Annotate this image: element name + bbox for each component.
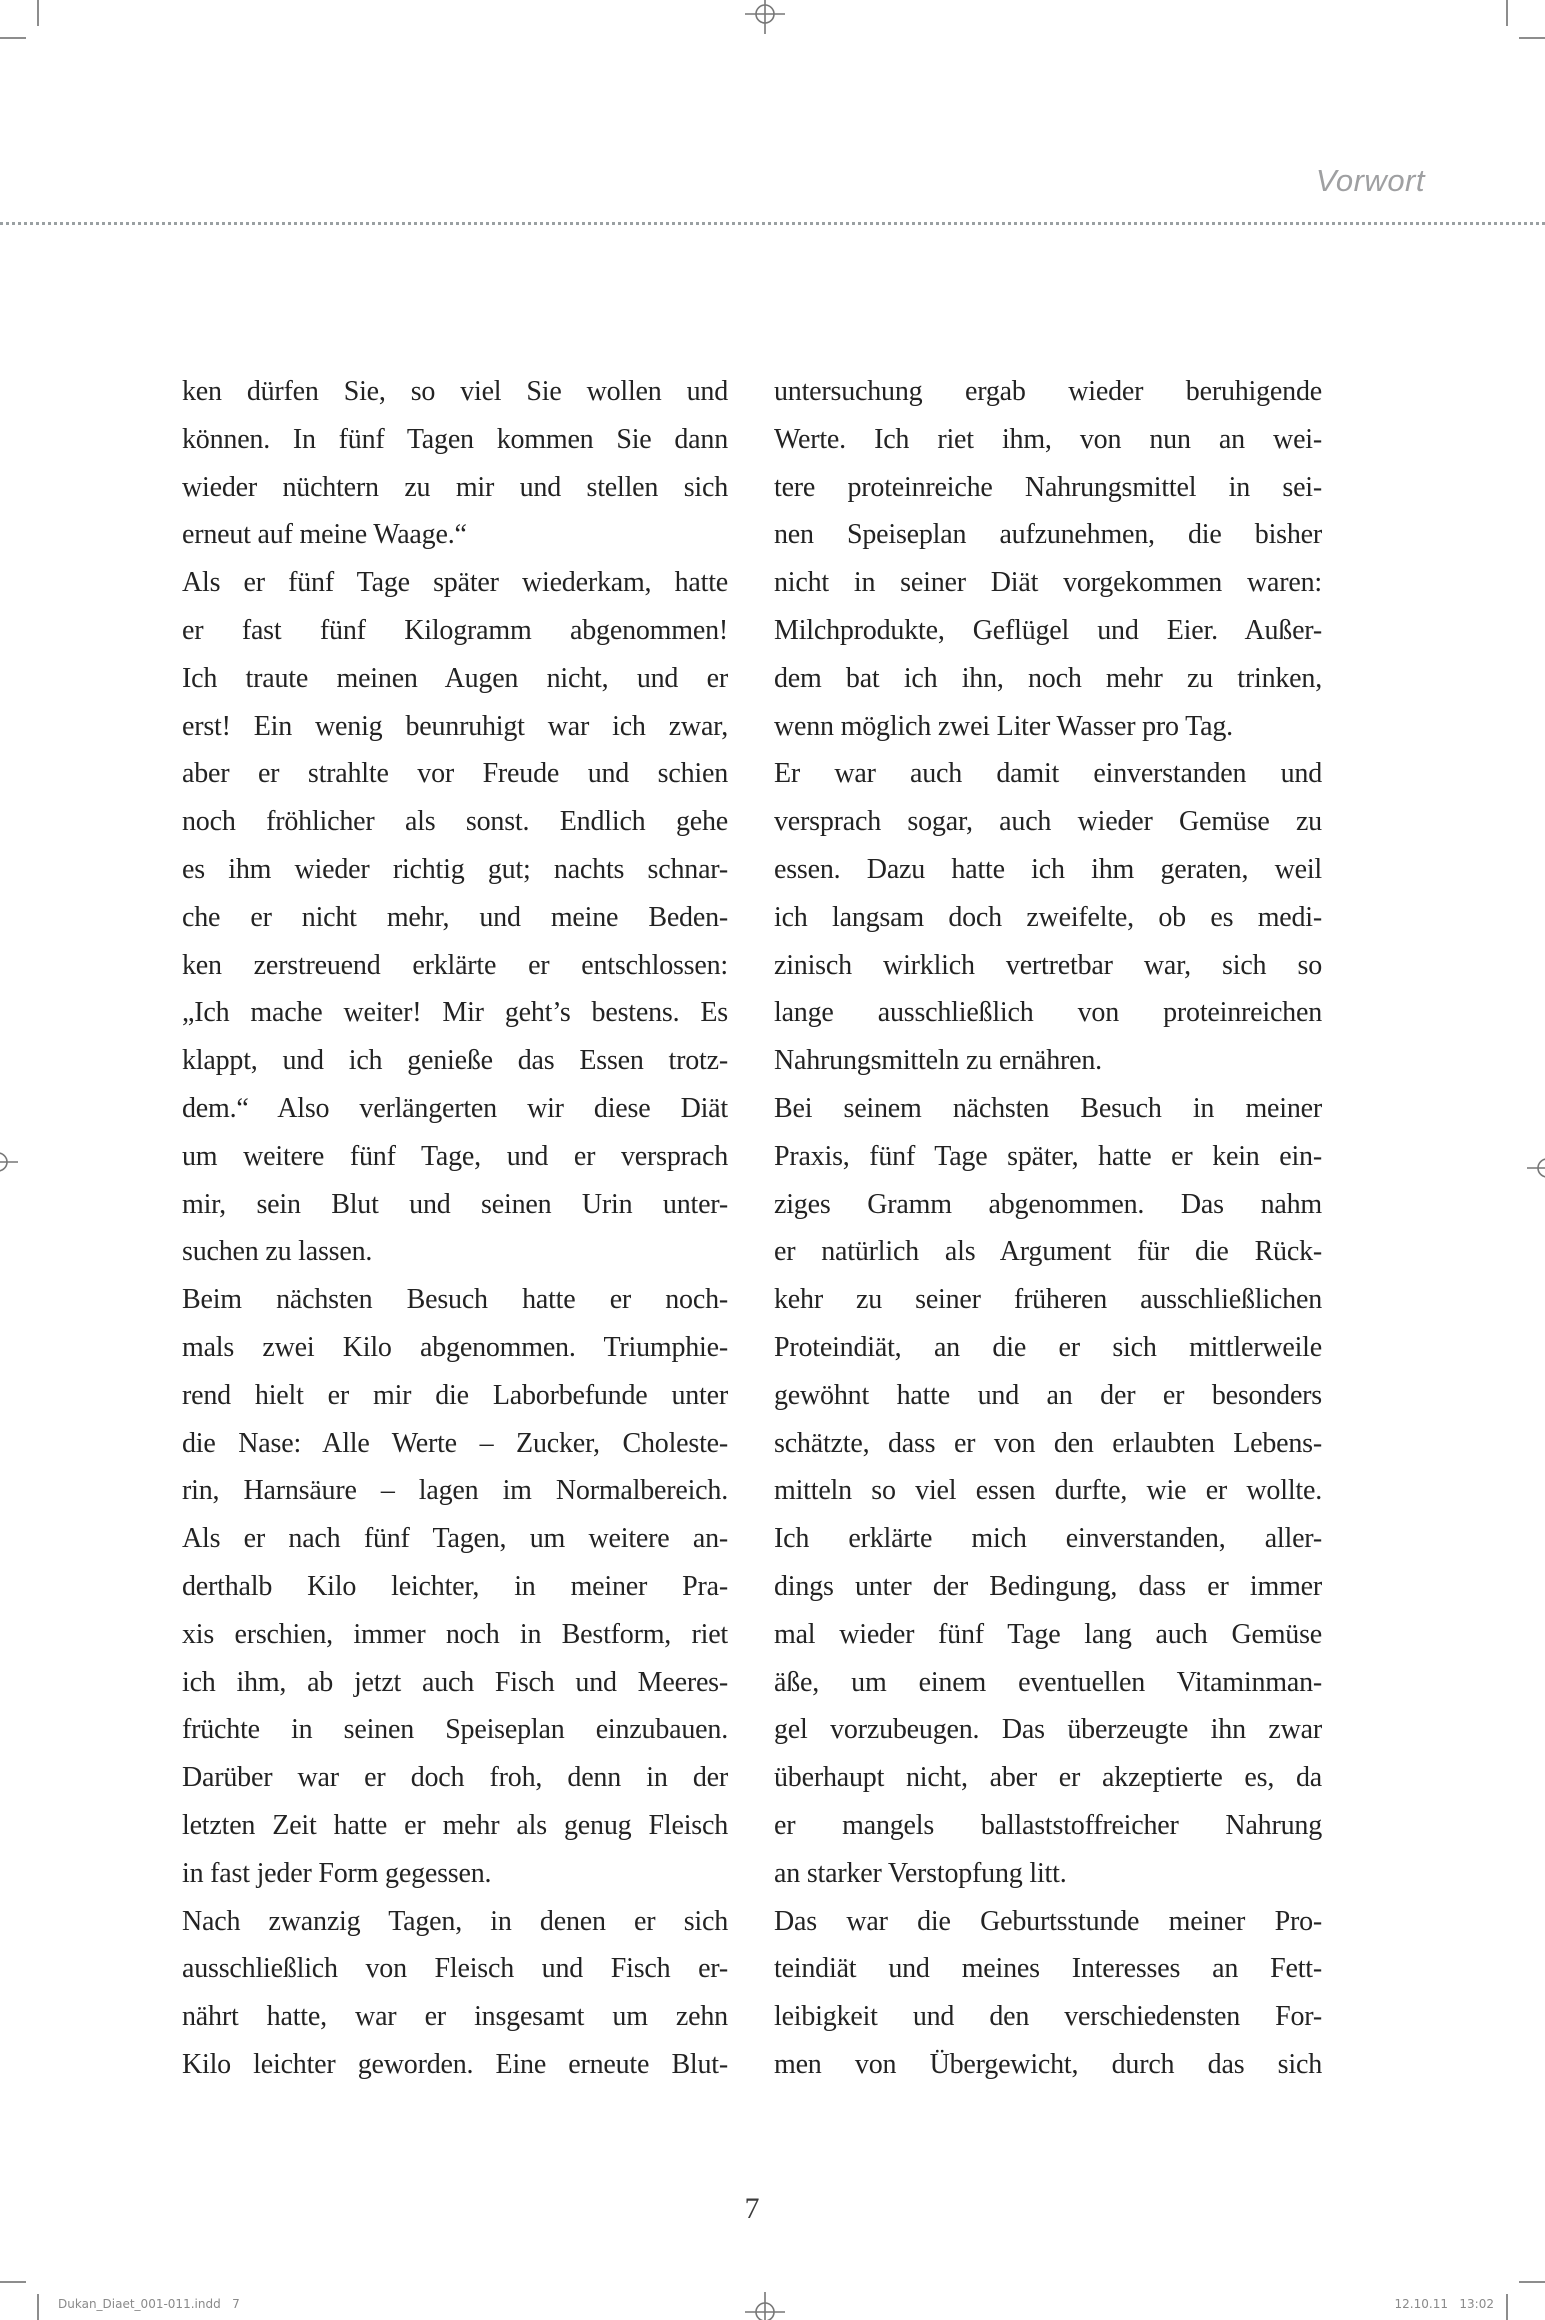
text-line: mal wieder fünf Tage lang auch Gemüse: [774, 1618, 1322, 1650]
text-line: nicht in seiner Diät vorgekommen waren:: [774, 567, 1322, 599]
text-line: ziges Gramm abgenommen. Das nahm: [774, 1188, 1322, 1220]
crop-mark: [1519, 2281, 1545, 2283]
text-line: Kilo leichter geworden. Eine erneute Blut-: [182, 2048, 728, 2080]
text-line: versprach sogar, auch wieder Gemüse zu: [774, 806, 1322, 838]
text-line: Proteindiät, an die er sich mittlerweile: [774, 1331, 1322, 1363]
text-line: erneut auf meine Waage.“: [182, 519, 467, 551]
text-line: Als er nach fünf Tagen, um weitere an-: [182, 1523, 728, 1555]
text-line: die Nase: Alle Werte – Zucker, Choleste-: [182, 1427, 728, 1459]
text-line: früchte in seinen Speiseplan einzubauen.: [182, 1714, 728, 1746]
text-line: um weitere fünf Tage, und er versprach: [182, 1140, 728, 1172]
text-line: dem bat ich ihn, noch mehr zu trinken,: [774, 662, 1322, 694]
crop-mark: [1519, 37, 1545, 39]
text-line: zinisch wirklich vertretbar war, sich so: [774, 949, 1322, 981]
text-line: mals zwei Kilo abgenommen. Triumphie-: [182, 1331, 728, 1363]
text-line: aber er strahlte vor Freude und schien: [182, 758, 728, 790]
text-line: teindiät und meines Interesses an Fett-: [774, 1953, 1322, 1985]
text-line: Werte. Ich riet ihm, von nun an wei-: [774, 423, 1322, 455]
text-line: können. In fünf Tagen kommen Sie dann: [182, 423, 728, 455]
text-line: untersuchung ergab wieder beruhigende: [774, 376, 1322, 407]
text-line: ich ihm, ab jetzt auch Fisch und Meeres-: [182, 1666, 728, 1698]
text-line: wenn möglich zwei Liter Wasser pro Tag.: [774, 710, 1233, 742]
text-line: mir, sein Blut und seinen Urin unter-: [182, 1188, 728, 1220]
text-line: lange ausschließlich von proteinreichen: [774, 997, 1322, 1029]
text-line: er natürlich als Argument für die Rück-: [774, 1236, 1322, 1268]
text-line: Nach zwanzig Tagen, in denen er sich: [182, 1905, 728, 1937]
text-line: derthalb Kilo leichter, in meiner Pra-: [182, 1570, 728, 1602]
print-slug-filename: Dukan_Diaet_001-011.indd 7: [58, 2297, 240, 2311]
text-line: „Ich mache weiter! Mir geht’s bestens. Es: [182, 997, 728, 1029]
text-line: ich langsam doch zweifelte, ob es medi-: [774, 901, 1322, 933]
text-line: äße, um einem eventuellen Vitaminman-: [774, 1666, 1322, 1698]
header-dotted-divider: [0, 222, 1545, 225]
text-line: rend hielt er mir die Laborbefunde unter: [182, 1379, 728, 1411]
print-slug-timestamp: 12.10.11 13:02: [1394, 2297, 1494, 2311]
text-line: che er nicht mehr, und meine Beden-: [182, 901, 728, 933]
text-line: Praxis, fünf Tage später, hatte er kein ein-: [774, 1140, 1322, 1172]
text-line: dings unter der Bedingung, dass er immer: [774, 1570, 1322, 1602]
text-line: gewöhnt hatte und an der er besonders: [774, 1379, 1322, 1411]
text-line: Ich traute meinen Augen nicht, und er: [182, 662, 728, 694]
text-line: dem.“ Also verlängerten wir diese Diät: [182, 1092, 728, 1124]
crop-mark: [1506, 0, 1508, 26]
text-line: schätzte, dass er von den erlaubten Lebens-: [774, 1427, 1322, 1459]
text-line: wieder nüchtern zu mir und stellen sich: [182, 471, 728, 503]
text-line: Darüber war er doch froh, denn in der: [182, 1762, 728, 1794]
text-line: nen Speiseplan aufzunehmen, die bisher: [774, 519, 1322, 551]
text-line: in fast jeder Form gegessen.: [182, 1857, 492, 1889]
text-line: ausschließlich von Fleisch und Fisch er-: [182, 1953, 728, 1985]
registration-mark-icon: [0, 1142, 18, 1182]
text-line: Das war die Geburtsstunde meiner Pro-: [774, 1905, 1322, 1937]
registration-mark-icon: [745, 0, 785, 34]
text-line: leibigkeit und den verschiedensten For-: [774, 2001, 1322, 2033]
text-line: letzten Zeit hatte er mehr als genug Fleisch: [182, 1809, 728, 1841]
text-column-left: [182, 368, 728, 2089]
text-line: Ich erklärte mich einverstanden, aller-: [774, 1523, 1322, 1555]
registration-mark-icon: [745, 2292, 785, 2320]
text-column-right: [774, 368, 1322, 2089]
text-line: noch fröhlicher als sonst. Endlich gehe: [182, 806, 728, 838]
text-line: ken zerstreuend erklärte er entschlossen:: [182, 949, 728, 981]
text-line: er fast fünf Kilogramm abgenommen!: [182, 614, 728, 646]
text-line: ken dürfen Sie, so viel Sie wollen und: [182, 376, 728, 407]
registration-mark-icon: [1527, 1148, 1545, 1188]
text-line: Nahrungsmitteln zu ernähren.: [774, 1045, 1102, 1077]
text-line: er mangels ballaststoffreicher Nahrung: [774, 1809, 1322, 1841]
text-line: an starker Verstopfung litt.: [774, 1857, 1067, 1889]
text-line: Als er fünf Tage später wiederkam, hatte: [182, 567, 728, 599]
text-line: suchen zu lassen.: [182, 1236, 373, 1268]
crop-mark: [37, 0, 39, 26]
text-line: essen. Dazu hatte ich ihm geraten, weil: [774, 853, 1322, 885]
crop-mark: [0, 2281, 26, 2283]
text-line: gel vorzubeugen. Das überzeugte ihn zwar: [774, 1714, 1322, 1746]
running-head-title: Vorwort: [1315, 163, 1425, 198]
text-line: Milchprodukte, Geflügel und Eier. Außer-: [774, 614, 1322, 646]
text-line: es ihm wieder richtig gut; nachts schnar-: [182, 853, 728, 885]
text-line: Bei seinem nächsten Besuch in meiner: [774, 1092, 1322, 1124]
page-number: 7: [744, 2192, 760, 2225]
text-line: klappt, und ich genieße das Essen trotz-: [182, 1045, 728, 1077]
text-line: xis erschien, immer noch in Bestform, riet: [182, 1618, 728, 1650]
text-line: rin, Harnsäure – lagen im Normalbereich.: [182, 1475, 728, 1507]
text-line: mitteln so viel essen durfte, wie er wollte.: [774, 1475, 1322, 1507]
crop-mark: [0, 37, 26, 39]
text-line: men von Übergewicht, durch das sich: [774, 2048, 1322, 2080]
text-line: tere proteinreiche Nahrungsmittel in sei-: [774, 471, 1322, 503]
text-line: kehr zu seiner früheren ausschließlichen: [774, 1284, 1322, 1316]
crop-mark: [1506, 2294, 1508, 2320]
crop-mark: [37, 2294, 39, 2320]
text-line: nährt hatte, war er insgesamt um zehn: [182, 2001, 728, 2033]
text-line: überhaupt nicht, aber er akzeptierte es, da: [774, 1762, 1322, 1794]
text-line: Beim nächsten Besuch hatte er noch-: [182, 1284, 728, 1316]
text-line: Er war auch damit einverstanden und: [774, 758, 1322, 790]
text-line: erst! Ein wenig beunruhigt war ich zwar,: [182, 710, 728, 742]
